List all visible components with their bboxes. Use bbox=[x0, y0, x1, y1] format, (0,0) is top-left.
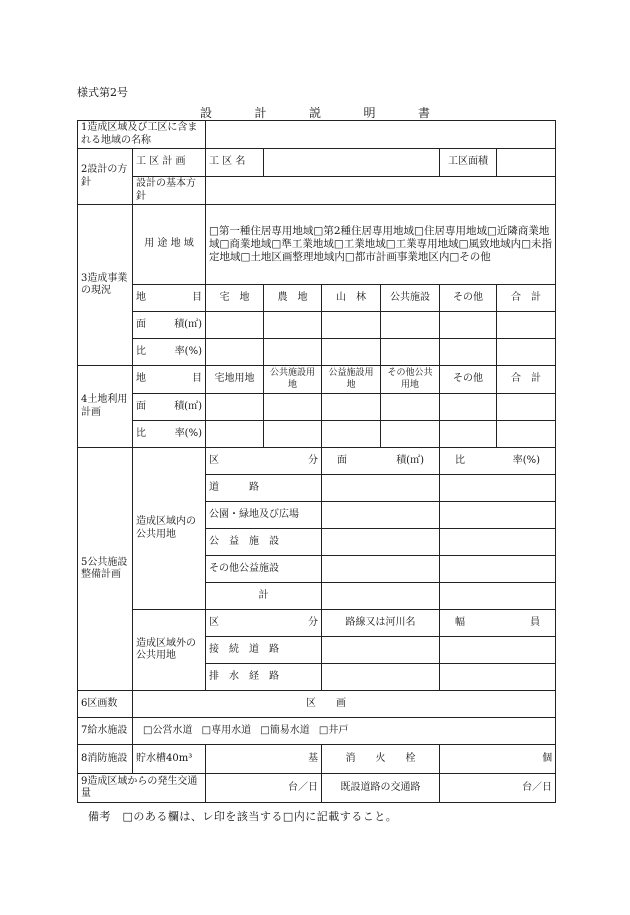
inner-item: 道 路 bbox=[206, 475, 322, 502]
policy-label: 2設計の方針 bbox=[78, 149, 133, 205]
title-char: 設 bbox=[200, 106, 213, 120]
status-area-cell[interactable] bbox=[381, 312, 440, 339]
col-header: その他公共用地 bbox=[381, 366, 440, 394]
water-label: 7給水施設 bbox=[78, 718, 133, 745]
outer-route-cell[interactable] bbox=[322, 637, 440, 664]
inner-area-header: 面 積(㎡) bbox=[322, 448, 440, 475]
outer-route-header: 路線又は河川名 bbox=[322, 610, 440, 637]
footer-note: 備考 □のある欄は、レ印を該当する□内に記載すること。 bbox=[88, 810, 398, 823]
title-char: 説 bbox=[308, 106, 321, 120]
inner-kubun-header: 区 分 bbox=[206, 448, 322, 475]
fire-label: 8消防施設 bbox=[78, 745, 133, 774]
inner-item: その他公益施設 bbox=[206, 556, 322, 583]
inner-ratio-cell[interactable] bbox=[440, 583, 556, 610]
status-ratio-cell[interactable] bbox=[497, 339, 556, 366]
tank-label: 貯水槽40m³ bbox=[133, 745, 206, 774]
design-form-table bbox=[77, 120, 556, 803]
inner-ratio-cell[interactable] bbox=[440, 556, 556, 583]
existing-road-field[interactable]: 台／日 bbox=[440, 774, 556, 803]
landuse-ratio-cell[interactable] bbox=[440, 421, 497, 448]
inner-total: 計 bbox=[206, 583, 322, 610]
landuse-area-label: 面 積(㎡) bbox=[133, 394, 206, 421]
form-number: 様式第2号 bbox=[77, 86, 128, 99]
col-header: その他 bbox=[440, 366, 497, 394]
col-header: 公共施設 bbox=[381, 285, 440, 312]
status-ratio-cell[interactable] bbox=[381, 339, 440, 366]
use-zone-label: 用 途 地 域 bbox=[133, 205, 206, 285]
work-area-field[interactable] bbox=[497, 149, 556, 177]
col-header: 宅地用地 bbox=[206, 366, 264, 394]
water-option-simple[interactable]: □簡易水道 bbox=[260, 724, 310, 736]
status-area-label: 面 積(㎡) bbox=[133, 312, 206, 339]
outer-item: 接 続 道 路 bbox=[206, 637, 322, 664]
status-ratio-label: 比 率(%) bbox=[133, 339, 206, 366]
inner-item: 公園・緑地及び広場 bbox=[206, 502, 322, 529]
status-area-cell[interactable] bbox=[206, 312, 264, 339]
outer-land-label: 造成区域外の公共用地 bbox=[133, 610, 206, 691]
area-name-field[interactable] bbox=[206, 121, 556, 149]
col-header: 山 林 bbox=[322, 285, 381, 312]
landuse-ratio-cell[interactable] bbox=[381, 421, 440, 448]
inner-ratio-header: 比 率(%) bbox=[440, 448, 556, 475]
traffic-field[interactable]: 台／日 bbox=[206, 774, 322, 803]
col-header: その他 bbox=[440, 285, 497, 312]
outer-item: 排 水 経 路 bbox=[206, 664, 322, 691]
landuse-area-cell[interactable] bbox=[264, 394, 322, 421]
traffic-label: 9造成区域からの発生交通量 bbox=[78, 774, 206, 803]
area-name-label: 1造成区域及び工区に含まれる地域の名称 bbox=[78, 121, 206, 149]
use-zone-options[interactable]: □第一種住居専用地域□第2種住居専用地域□住居専用地域□近隣商業地域□商業地域□準工業地域□工業地域□工業専用地域□風致地域内□未指定地域□土地区画整理地域内□都市計画事業地区内□その他 bbox=[206, 205, 556, 285]
landuse-header-label: 地 目 bbox=[133, 366, 206, 394]
lots-label: 6区画数 bbox=[78, 691, 133, 718]
status-label: 3造成事業の現況 bbox=[78, 205, 133, 366]
landuse-label: 4土地利用計画 bbox=[78, 366, 133, 448]
lots-field[interactable] bbox=[133, 691, 556, 718]
landuse-ratio-label: 比 率(%) bbox=[133, 421, 206, 448]
outer-kubun-header: 区 分 bbox=[206, 610, 322, 637]
work-plan-label: 工 区 計 画 bbox=[133, 149, 206, 177]
status-ratio-cell[interactable] bbox=[206, 339, 264, 366]
landuse-ratio-cell[interactable] bbox=[497, 421, 556, 448]
tank-count-field[interactable]: 基 bbox=[206, 745, 322, 774]
col-header: 合 計 bbox=[497, 366, 556, 394]
landuse-area-cell[interactable] bbox=[322, 394, 381, 421]
status-area-cell[interactable] bbox=[497, 312, 556, 339]
col-header: 公益施設用地 bbox=[322, 366, 381, 394]
landuse-ratio-cell[interactable] bbox=[206, 421, 264, 448]
outer-width-header: 幅 員 bbox=[440, 610, 556, 637]
title-char: 計 bbox=[254, 106, 267, 120]
inner-land-label: 造成区域内の公共用地 bbox=[133, 448, 206, 610]
status-header-label: 地 目 bbox=[133, 285, 206, 312]
hydrant-count-field[interactable]: 個 bbox=[440, 745, 556, 774]
col-header: 農 地 bbox=[264, 285, 322, 312]
landuse-ratio-cell[interactable] bbox=[322, 421, 381, 448]
water-options bbox=[133, 718, 556, 745]
outer-route-cell[interactable] bbox=[322, 664, 440, 691]
col-header: 公共施設用地 bbox=[264, 366, 322, 394]
inner-area-cell[interactable] bbox=[322, 502, 440, 529]
landuse-area-cell[interactable] bbox=[381, 394, 440, 421]
water-option-private[interactable]: □専用水道 bbox=[201, 724, 252, 736]
inner-area-cell[interactable] bbox=[322, 529, 440, 556]
landuse-area-cell[interactable] bbox=[497, 394, 556, 421]
col-header: 合 計 bbox=[497, 285, 556, 312]
status-area-cell[interactable] bbox=[440, 312, 497, 339]
water-option-well[interactable]: □井戸 bbox=[318, 724, 349, 736]
inner-ratio-cell[interactable] bbox=[440, 475, 556, 502]
title-char: 明 bbox=[363, 106, 376, 120]
inner-ratio-cell[interactable] bbox=[440, 529, 556, 556]
inner-area-cell[interactable] bbox=[322, 583, 440, 610]
title-char: 書 bbox=[417, 106, 430, 120]
water-option-public[interactable]: □公営水道 bbox=[143, 724, 193, 736]
lots-unit: 区 画 bbox=[306, 697, 346, 709]
outer-width-cell[interactable] bbox=[440, 637, 556, 664]
status-area-cell[interactable] bbox=[322, 312, 381, 339]
inner-area-cell[interactable] bbox=[322, 475, 440, 502]
inner-item: 公 益 施 設 bbox=[206, 529, 322, 556]
landuse-ratio-cell[interactable] bbox=[264, 421, 322, 448]
facilities-label: 5公共施設整備計画 bbox=[78, 448, 133, 691]
landuse-area-cell[interactable] bbox=[440, 394, 497, 421]
basic-policy-field[interactable] bbox=[206, 177, 556, 205]
existing-road-label: 既設道路の交通路 bbox=[322, 774, 440, 803]
work-name-field[interactable] bbox=[264, 149, 440, 177]
status-ratio-cell[interactable] bbox=[322, 339, 381, 366]
basic-policy-label: 設計の基本方針 bbox=[133, 177, 206, 205]
outer-width-cell[interactable] bbox=[440, 664, 556, 691]
col-header: 宅 地 bbox=[206, 285, 264, 312]
landuse-area-cell[interactable] bbox=[206, 394, 264, 421]
page-title bbox=[200, 104, 430, 121]
status-ratio-cell[interactable] bbox=[264, 339, 322, 366]
inner-area-cell[interactable] bbox=[322, 556, 440, 583]
work-name-label: 工 区 名 bbox=[206, 149, 264, 177]
inner-ratio-cell[interactable] bbox=[440, 502, 556, 529]
status-ratio-cell[interactable] bbox=[440, 339, 497, 366]
work-area-label: 工区面積 bbox=[440, 149, 497, 177]
hydrant-label: 消 火 栓 bbox=[322, 745, 440, 774]
status-area-cell[interactable] bbox=[264, 312, 322, 339]
